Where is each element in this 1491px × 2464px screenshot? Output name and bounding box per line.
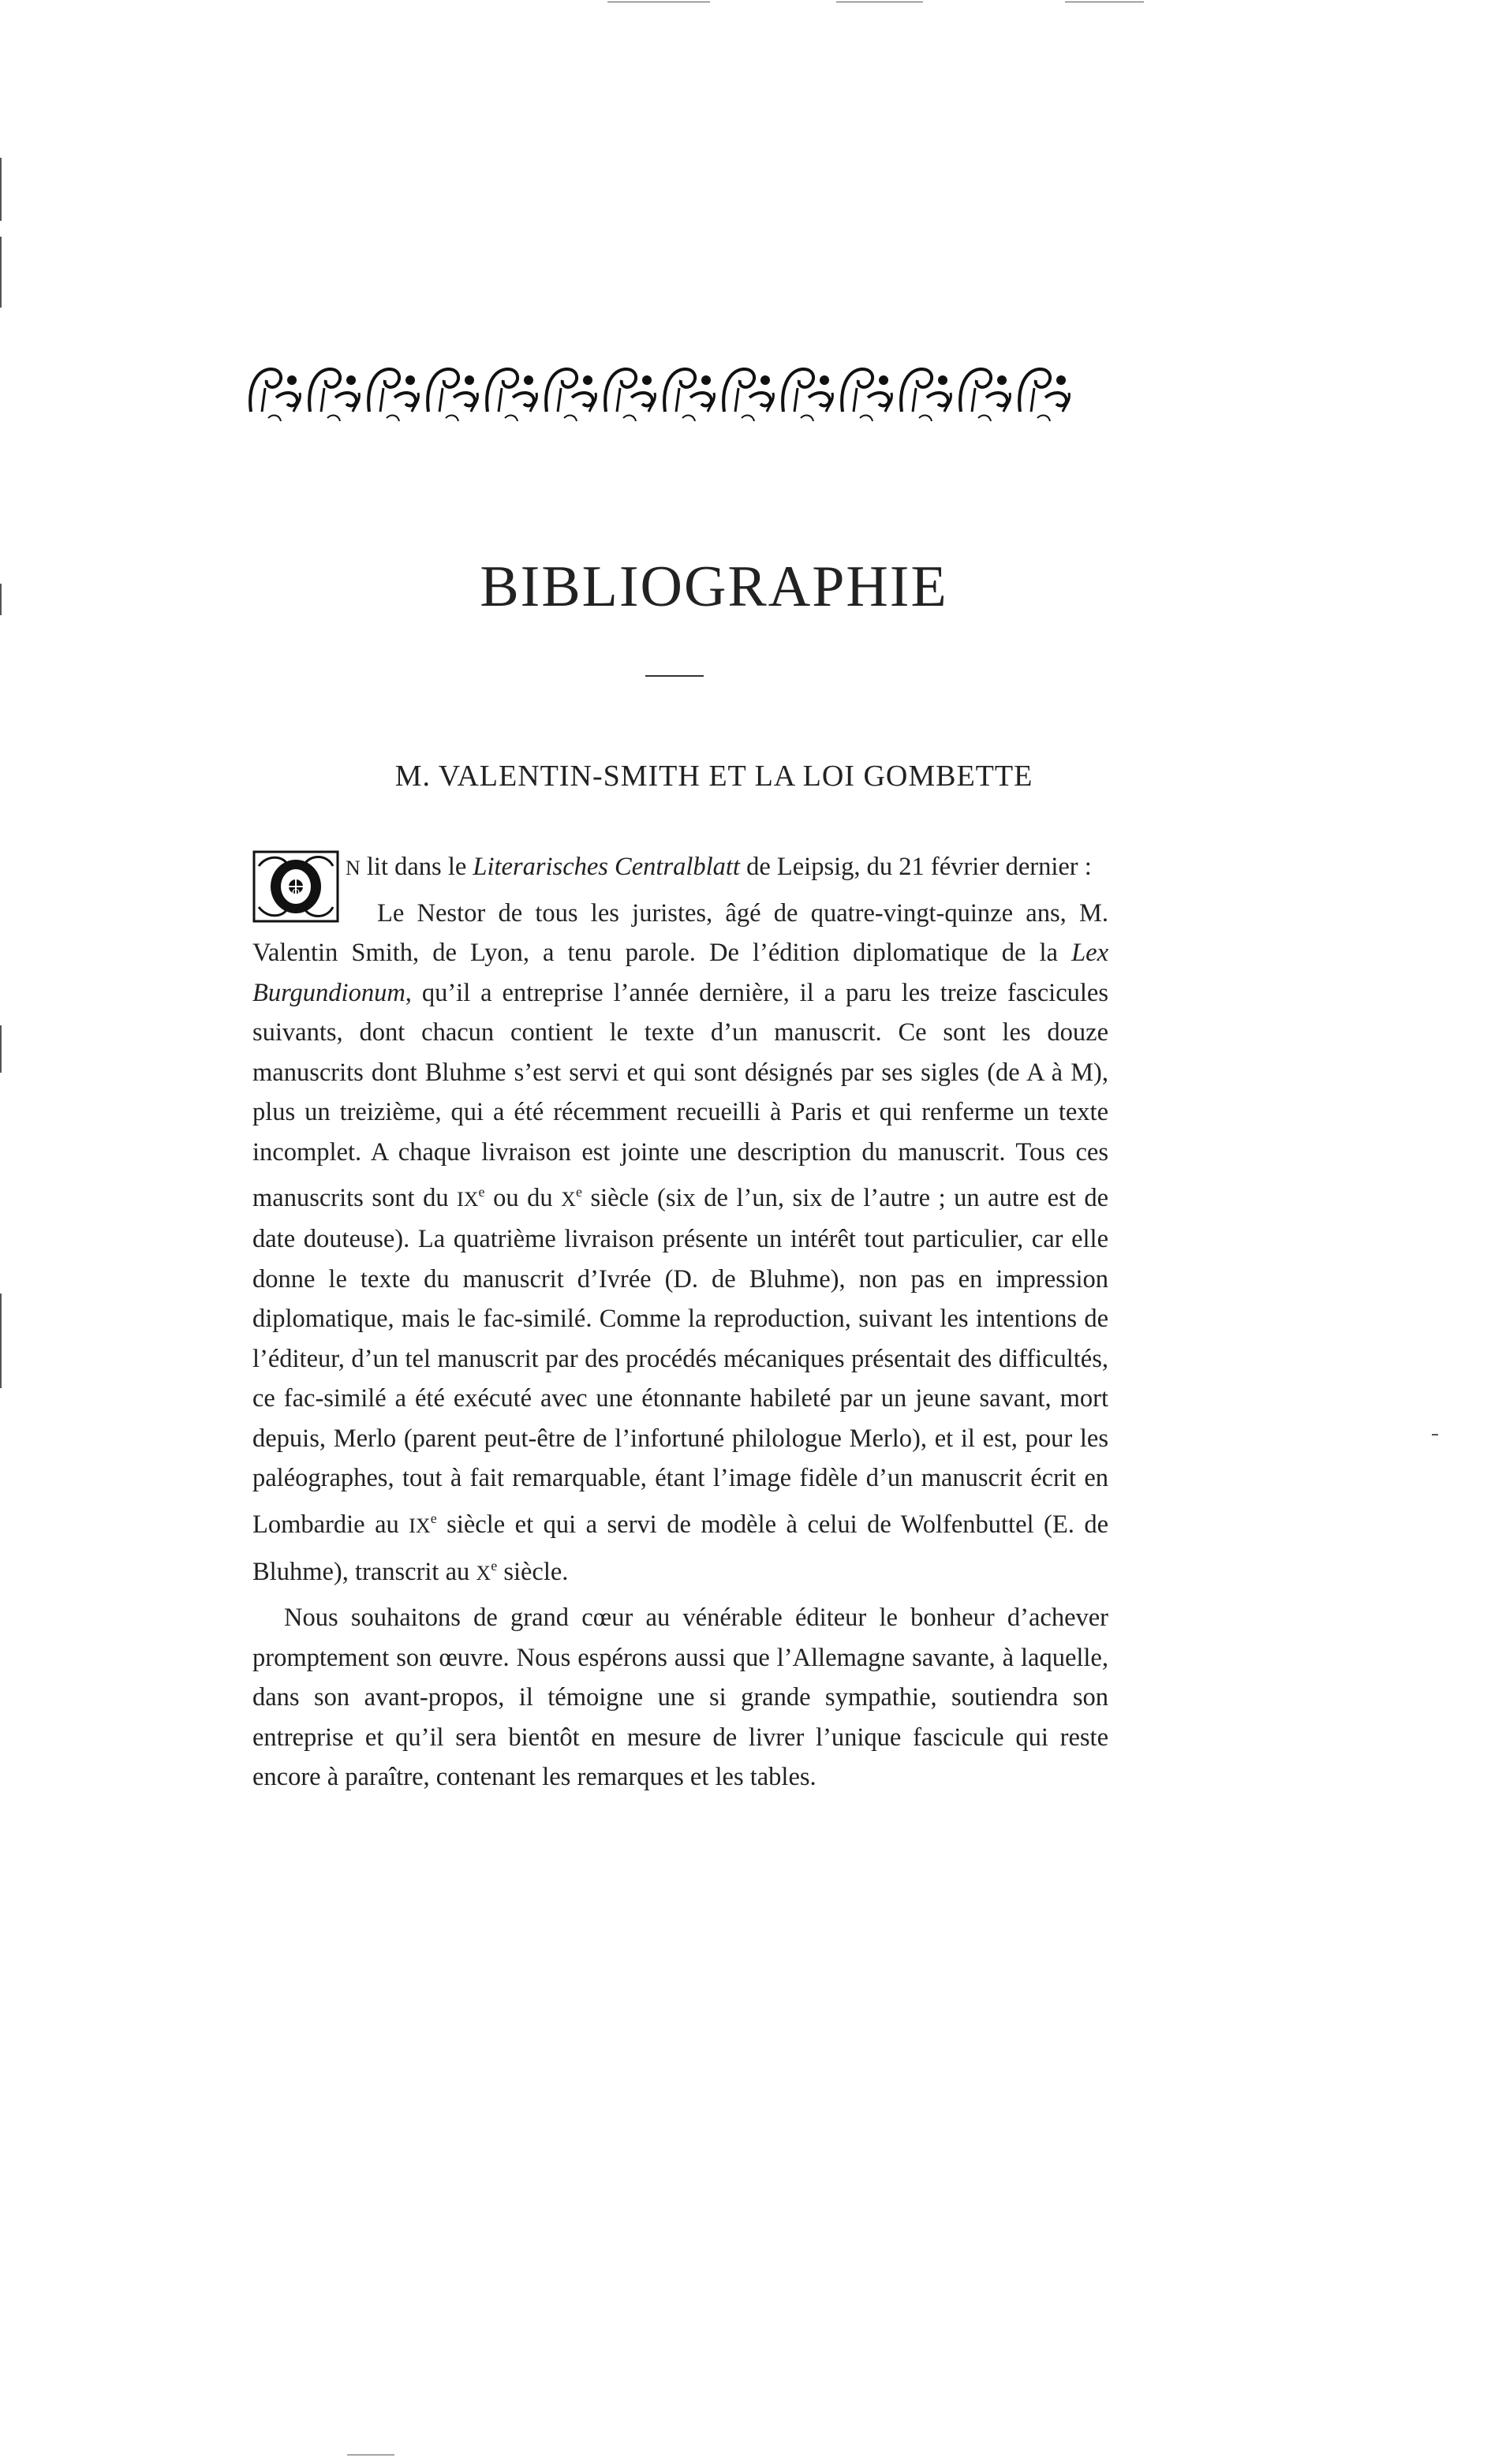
century-numeral: IX bbox=[457, 1187, 479, 1211]
century-numeral: X bbox=[476, 1561, 491, 1585]
quote-text: , qu’il a entreprise l’année dernière, il a paru les treize fascicules suivants, dont chacun contient le texte d’un manuscrit. Ce sont les douze manuscrits dont Bluhme s’est servi et qui sont désignés par ses sigles (de A à M), plus un treizième, qui a été récemment recueilli à Paris et qui renferme un texte incomplet. A chaque livraison est jointe une description du manuscrit. Tous ces manuscrits sont du bbox=[252, 978, 1108, 1212]
decorative-initial-icon bbox=[252, 850, 339, 923]
quote-text: Le Nestor de tous les juristes, âgé de quatre-vingt-quinze ans, M. Valentin Smith, de Lyon, a tenu parole. De l’édition diplomatique de la bbox=[252, 898, 1108, 967]
svg-text:O: O bbox=[291, 887, 301, 899]
quote-text: siècle (six de l’un, six de l’autre ; un autre est de date douteuse). La quatrième livraison présente un intérêt tout particulier, car elle donne le texte du manuscrit d’Ivrée (D. de Bluhme), non pas en impression diplomatique, mais le fac-similé. Comme la reproduction, suivant les intentions de l’éditeur, d’un tel manuscrit par des procédés mécaniques présentait des difficultés, ce fac-similé a été exécuté avec une étonnante habileté par un jeune savant, mort depuis, Merlo (parent peut-être de l’infortuné philologue Merlo), et il est, pour les paléographes, tout à fait remarquable, étant l’image fidèle d’un manuscrit écrit en Lombardie au bbox=[252, 1183, 1108, 1539]
ornamental-band-icon bbox=[245, 357, 1081, 427]
century-suffix: e bbox=[575, 1184, 582, 1200]
quote-paragraph bbox=[252, 894, 1108, 1594]
century-numeral: X bbox=[561, 1187, 576, 1211]
quote-text: siècle et qui a servi de modèle à celui de Wolfenbuttel (E. de Bluhme), transcrit au bbox=[252, 1510, 1108, 1586]
scan-edge-mark bbox=[0, 1294, 2, 1341]
century-numeral: IX bbox=[409, 1514, 431, 1537]
intro-paragraph bbox=[252, 847, 1108, 899]
closing-paragraph: Nous souhaitons de grand cœur au vénérable éditeur le bonheur d’achever promptement son œuvre. Nous espérons aussi que l’Allemagne savante, à laquelle, dans son avant-propos, il témoigne une si grande sympathie, soutiendra son entreprise et qu’il sera bientôt en mesure de livrer l’unique fascicule qui reste encore à paraître, contenant les remarques et les tables. bbox=[252, 1603, 1108, 1792]
scan-edge-mark bbox=[1432, 1434, 1438, 1435]
intro-text: lit dans le bbox=[360, 853, 473, 881]
page-title: BIBLIOGRAPHIE bbox=[480, 554, 948, 619]
law-title: Lex Burgundionum bbox=[252, 939, 1108, 1007]
intro-text-end: de Leipsig, du 21 février dernier : bbox=[739, 853, 1092, 881]
article-title: M. VALENTIN-SMITH ET LA LOI GOMBETTE bbox=[394, 760, 1033, 793]
journal-title: Literarisches Centralblatt bbox=[473, 853, 740, 881]
century-suffix: e bbox=[491, 1558, 498, 1574]
quote-text: siècle. bbox=[497, 1557, 569, 1586]
scan-edge-mark bbox=[0, 584, 2, 615]
century-suffix: e bbox=[430, 1510, 437, 1526]
scan-edge-mark bbox=[0, 1025, 2, 1073]
intro-first-letters: N bbox=[346, 857, 361, 879]
scan-edge-mark bbox=[0, 237, 2, 308]
century-suffix: e bbox=[478, 1184, 485, 1200]
article-body bbox=[252, 847, 1108, 1798]
scan-edge-mark bbox=[0, 158, 2, 221]
quote-text: ou du bbox=[484, 1183, 562, 1212]
title-divider bbox=[645, 675, 704, 677]
scan-edge-mark bbox=[0, 1341, 2, 1388]
